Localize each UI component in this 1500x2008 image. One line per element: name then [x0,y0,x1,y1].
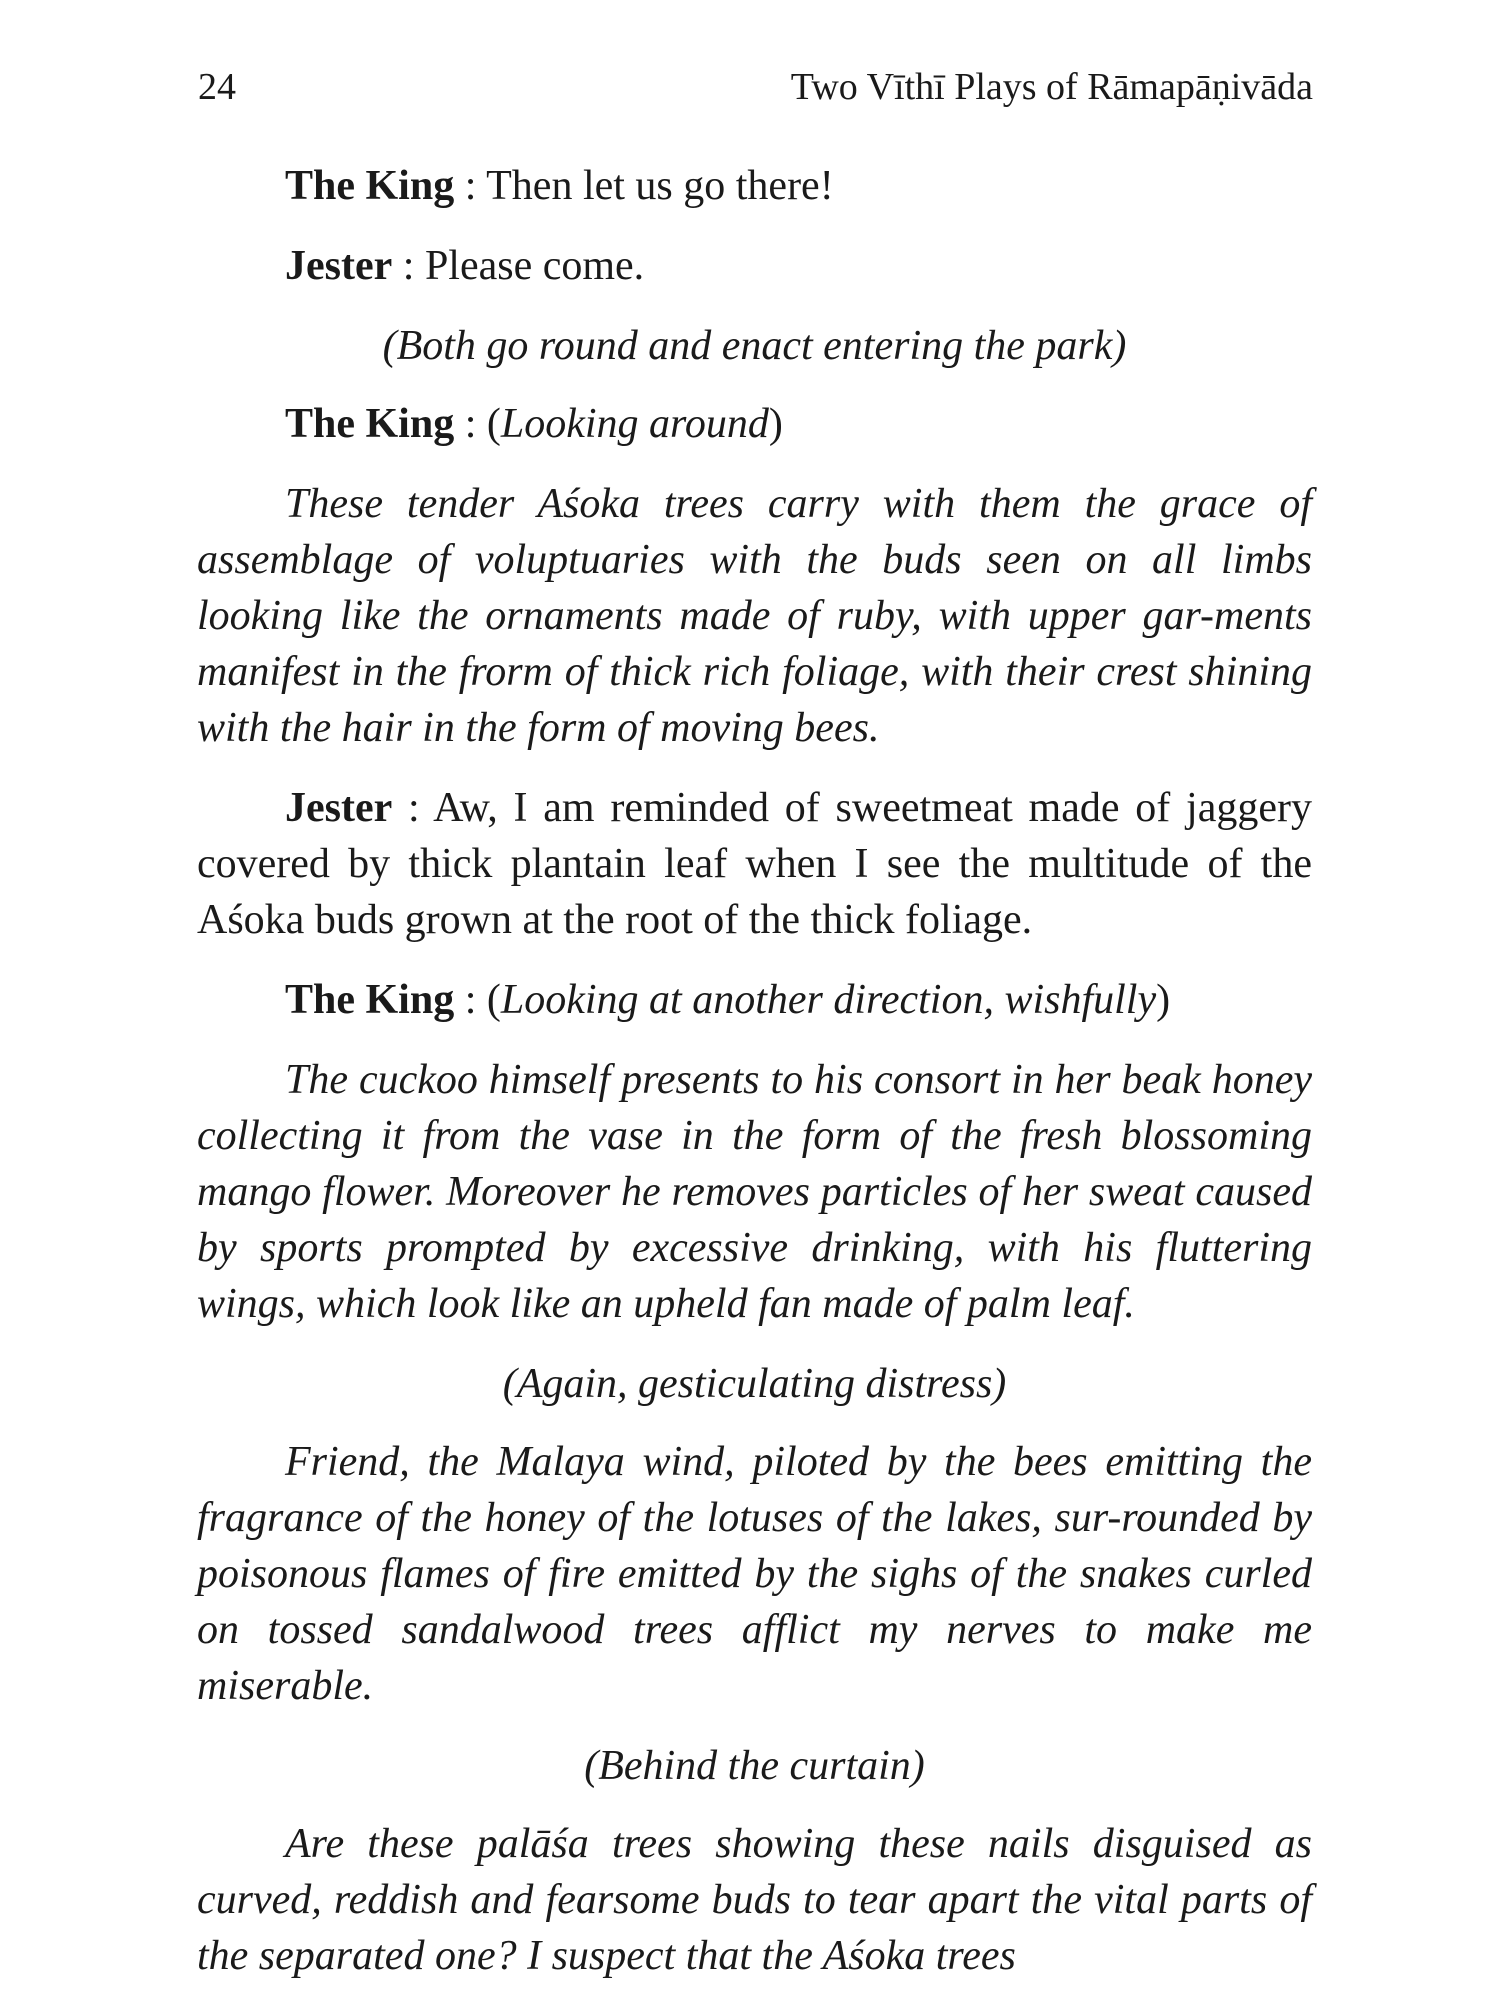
dialogue-paragraph [197,780,1312,948]
dialogue-text: Please come. [424,243,645,289]
verse-paragraph: These tender Aśoka trees carry with them the grace of assemblage of voluptuaries with the buds seen on all limbs looking like the ornaments made of ruby, with upper gar-ments manifest in the frorm of thick rich foliage, with their crest shining with the hair in the form of moving bees. [197,481,1312,751]
dialogue-text: Then let us go there! [486,163,834,209]
separator: : [454,163,487,209]
stage-direction: (Again, gesticulating distress) [502,1361,1007,1407]
stage-direction-inline: Looking at another direction, wishfully [500,977,1157,1023]
closing-paren: ) [1156,977,1171,1023]
speaker-name: The King [285,977,455,1023]
speaker-name: The King [285,401,455,447]
speaker-name: Jester [285,785,393,831]
page-number: 24 [198,66,236,108]
dialogue-text: Aw, I am reminded of sweetmeat made of jaggery covered by thick plantain leaf when I see the multitude of the Aśoka buds grown at the root of the thick foliage. [197,785,1312,943]
closing-paren: ) [768,401,783,447]
page-header [198,62,1313,112]
dialogue-line [197,238,1312,294]
separator: : [392,243,425,289]
verse-paragraph: Are these palāśa trees showing these nails disguised as curved, reddish and fearsome buds to tear apart the vital parts of the separated one? I suspect that the Aśoka trees [197,1821,1312,1979]
stage-direction: (Behind the curtain) [584,1743,925,1789]
dialogue-line [197,158,1312,214]
stage-direction: (Both go round and enact entering the park) [382,323,1127,369]
running-title: Two Vīthī Plays of Rāmapāṇivāda [790,66,1313,108]
separator: : ( [454,401,501,447]
page-body [197,158,1312,2008]
verse-paragraph: The cuckoo himself presents to his consort in her beak honey collecting it from the vase in the form of the fresh blossoming mango flower. Moreover he removes particles of her sweat caused by sports prompted by excessive drinking, with his fluttering wings, which look like an upheld fan made of palm leaf. [197,1057,1312,1327]
speaker-name: Jester [285,243,393,289]
dialogue-line [197,396,1312,452]
speaker-name: The King [285,163,455,209]
stage-direction-inline: Looking around [500,401,769,447]
separator: : ( [454,977,501,1023]
separator: : [392,785,434,831]
verse-paragraph: Friend, the Malaya wind, piloted by the bees emitting the fragrance of the honey of the lotuses of the lakes, sur-rounded by poisonous flames of fire emitted by the sighs of the snakes curled on tossed sandalwood trees afflict my nerves to make me miserable. [197,1439,1312,1709]
dialogue-line [197,972,1312,1028]
